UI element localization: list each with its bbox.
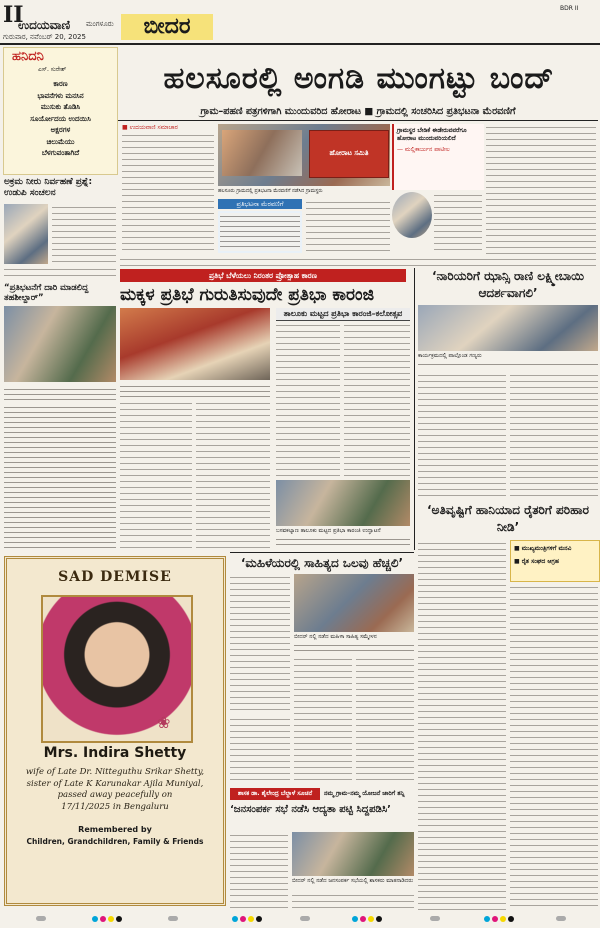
lead-box-label <box>218 199 302 209</box>
right-body-text <box>418 372 506 498</box>
lead-body-text <box>486 124 596 254</box>
jana-kicker-right: ನಮ್ಮ ಗ್ರಾಮ–ನಮ್ಮ ಯೋಜನೆ ಜಾರಿಗೆ ತನ್ನಿ <box>324 790 405 797</box>
women-body-text <box>356 656 414 784</box>
talent-kicker-bar <box>120 269 406 282</box>
flower-icon: ❀ <box>157 713 171 732</box>
lead-byline: ■ ಉದಯವಾಣಿ ಸಮಾಚಾರ <box>122 124 178 131</box>
right-headline-2: ‘ಅತಿವೃಷ್ಟಿಗೆ ಹಾನಿಯಾದ ರೈತರಿಗೆ ಪರಿಹಾರ ನೀಡಿ’ <box>427 503 589 534</box>
obituary-line: 17/11/2025 in Bengaluru <box>61 801 169 812</box>
section-label: ಬೀದರ <box>121 14 213 40</box>
right-caption-text <box>418 361 598 369</box>
women-body-text <box>230 716 290 784</box>
obituary-remembered-names: Children, Grandchildren, Family & Friends <box>26 837 204 846</box>
lead-body-text <box>434 192 482 254</box>
water-text <box>52 204 116 264</box>
lead-body-text <box>122 132 214 254</box>
water-body-text <box>4 404 116 548</box>
poem-line: ಕಾರಣ <box>53 79 68 88</box>
talent-caption: ಬಸವಕಲ್ಯಾಣ ತಾಲೂಕು ಮಟ್ಟದ ಪ್ರತಿಭಾ ಕಾರಂಜಿ ಉದ್ಘಾಟನೆ <box>276 528 381 534</box>
hanidani-poem <box>4 78 117 159</box>
talent-body-text <box>120 400 192 548</box>
water-headline: ಅಕ್ರಮ ನೀರು ನಿರ್ವಹಣೆ ಪ್ರಶ್ನೆ: ಉಡುಪಿ ಸಂಚಲನ <box>4 177 93 198</box>
lead-photo-crowd <box>222 130 302 176</box>
poem-line: ಭಾವನೆಗಳು ಮನಸಿನ <box>37 90 84 100</box>
right-caption-1: ಕಾರ್ಯಕ್ರಮದಲ್ಲಿ ಪಾಲ್ಗೊಂಡ ಗಣ್ಯರು <box>418 353 482 359</box>
lead-side-name: — ಮಲ್ಲಿಕಾರ್ಜುನ ಪಾಟೀಲ <box>397 146 450 153</box>
right-box-item: ■ ರೈತ ಸಂಘದ ಆಗ್ರಹ <box>514 558 559 565</box>
women-caption-text <box>294 642 414 652</box>
right-photo <box>418 305 598 351</box>
right-box-item: ■ ಮುಖ್ಯಮಂತ್ರಿಗಳಿಗೆ ಮನವಿ <box>514 545 572 552</box>
obituary-remembered-label: Remembered by <box>78 825 152 834</box>
lead-box-text <box>220 213 300 251</box>
talent-body-text <box>276 322 340 478</box>
obituary-line: wife of Late Dr. Nitteguthu Srikar Shetty, <box>25 767 205 777</box>
person-photo <box>392 192 432 238</box>
hanidani-box <box>3 47 118 175</box>
water-text <box>4 266 116 280</box>
masthead-rule <box>0 43 600 45</box>
lead-subhead: ಗ್ರಾಮ–ಪಹಣಿ ಪತ್ರಗಳಿಗಾಗಿ ಮುಂದುವರಿದ ಹೋರಾಟ ■ ಗ್ರಾಮದಲ್ಲಿ ಸಂಚರಿಸಿದ ಪ್ರತಿಭಟನಾ ಮೆರವಣಿಗೆ <box>200 106 516 117</box>
obituary-line: sister of Late K Karunakar Ajila Muniyal, <box>26 778 204 789</box>
women-caption: ಬೀದರ್ ನಲ್ಲಿ ನಡೆದ ಮಹಿಳಾ ಸಾಹಿತ್ಯ ಸಮ್ಮೇಳನ <box>294 634 377 640</box>
poem-line: ಚಿಲುಮೆಯು <box>46 136 75 146</box>
women-headline: ‘ಮಹಿಳೆಯರಲ್ಲಿ ಸಾಹಿತ್ಯದ ಒಲವು ಹೆಚ್ಚಲಿ’ <box>240 556 404 570</box>
lead-side-quote-box <box>392 124 484 190</box>
lead-side-quote: ಗ್ರಾಮಸ್ಥರ ಬೇಡಿಕೆ ಈಡೇರುವವರೆಗೂ ಹೋರಾಟ ಮುಂದುವರಿಯಲಿದೆ <box>397 127 467 142</box>
lead-rule <box>118 120 598 121</box>
poem-line: ಅಕ್ಷರಗಳ <box>50 125 71 134</box>
hanidani-author: ಎಸ್. ಸುರೇಶ್ <box>38 66 67 73</box>
hanidani-title: ಹನಿದನಿ <box>12 49 44 64</box>
right-body-text <box>510 372 598 498</box>
lead-caption: ಹಲಸೂರು ಗ್ರಾಮದಲ್ಲಿ ಪ್ರತಿಭಟನಾ ಮೆರವಣಿಗೆ ನಡೆಸಿದ ಗ್ರಾಮಸ್ಥರು <box>218 188 390 194</box>
lead-headline: ಹಲಸೂರಲ್ಲಿ ಅಂಗಡಿ ಮುಂಗಟ್ಟು ಬಂದ್ <box>163 61 555 96</box>
caption-text <box>4 386 116 402</box>
jana-photo <box>292 832 414 876</box>
paper-name: ಉದಯವಾಣಿ <box>18 18 71 32</box>
water-quote: “ಪ್ರತಿಭಟನೆಗೆ ದಾರಿ ಮಾಡಲಿದ್ದ ತಹಶೀಲ್ದಾರ್” <box>4 283 89 303</box>
column-rule <box>414 268 415 550</box>
jana-kicker-left: ಶಾಸಕ ಡಾ. ಶೈಲೇಂದ್ರ ಬೆಲ್ದಾಳೆ ಸೂಚನೆ <box>237 790 313 797</box>
obituary-ad <box>4 556 226 906</box>
lead-box-label-text: ಪ್ರತಿಭಟನಾ ಮೆರವಣಿಗೆ <box>236 200 284 208</box>
banner-text: ಹೋರಾಟ ಸಮಿತಿ <box>329 149 369 157</box>
jana-kicker-bar <box>230 788 320 800</box>
women-body-text <box>230 574 290 714</box>
talent-photo <box>120 308 270 380</box>
page-number: II <box>3 2 24 28</box>
print-marks <box>0 912 600 928</box>
lead-tail-text <box>120 256 596 266</box>
edition: ಮಂಗಳೂರು <box>86 20 114 28</box>
right-headline-1: ‘ನಾರಿಯರಿಗೆ ಝಾನ್ಸಿ ರಾಣಿ ಲಕ್ಷ್ಮೀಬಾಯಿ ಆದರ್ಶವಾಗಲಿ’ <box>431 269 585 300</box>
obituary-name: Mrs. Indira Shetty <box>43 745 187 761</box>
lead-photo-banner <box>309 130 389 178</box>
talent-subhead: ತಾಲೂಕು ಮಟ್ಟದ ಪ್ರತಿಭಾ ಕಾರಂಜಿ–ಕಲೋತ್ಸವ <box>276 308 410 321</box>
poem-line: ಮುಸುಕು ತೊಡಿಸಿ <box>40 102 81 111</box>
obituary-details <box>7 767 223 813</box>
jana-body-text <box>292 892 414 908</box>
talent-photo-2 <box>276 480 410 526</box>
talent-body-text <box>344 322 410 478</box>
women-photo <box>294 574 414 632</box>
talent-kicker: ಪ್ರತಿಭೆ ಬೆಳೆಯಲು ನಿರಂತರ ಪ್ರೋತ್ಸಾಹ ಕಾರಣ <box>209 271 317 280</box>
talent-headline: ಮಕ್ಕಳ ಪ್ರತಿಭೆ ಗುರುತಿಸುವುದೇ ಪ್ರತಿಭಾ ಕಾರಂಜಿ <box>120 285 375 305</box>
right-body-text <box>510 584 598 910</box>
obituary-line: passed away peacefully on <box>57 790 173 800</box>
jana-headline: ‘ಜನಸಂಪರ್ಕ ಸಭೆ ನಡೆಸಿ ಆದ್ಯತಾ ಪಟ್ಟಿ ಸಿದ್ದಪಡಿಸಿ’ <box>230 804 391 815</box>
lead-body-text <box>306 199 390 253</box>
poem-line: ಬೆಳಗುವಂತಾಗಿದೆ <box>41 148 80 157</box>
jana-caption: ಬೀದರ್ ನಲ್ಲಿ ನಡೆದ ಜನಸಂಪರ್ಕ ಸಭೆಯಲ್ಲಿ ಶಾಸಕರು ಮಾತನಾಡಿದರು <box>292 878 414 884</box>
water-photo <box>4 204 48 264</box>
page-code: BDR II <box>560 5 579 12</box>
right-body-text <box>418 540 506 910</box>
talent-body-text <box>196 400 270 548</box>
jana-body-text <box>230 832 288 908</box>
date: ಗುರುವಾರ, ನವೆಂಬರ್ 20, 2025 <box>3 33 86 41</box>
section-rule <box>230 552 414 553</box>
obituary-heading: SAD DEMISE <box>58 569 172 585</box>
poem-line: ಸೂರ್ಯೋದಯ ಉದಯಿಸಿ <box>30 113 91 123</box>
water-photo-2 <box>4 306 116 382</box>
talent-caption-text <box>120 383 270 397</box>
women-body-text <box>294 656 352 784</box>
right-box <box>510 540 600 582</box>
talent-caption-text <box>276 536 410 548</box>
